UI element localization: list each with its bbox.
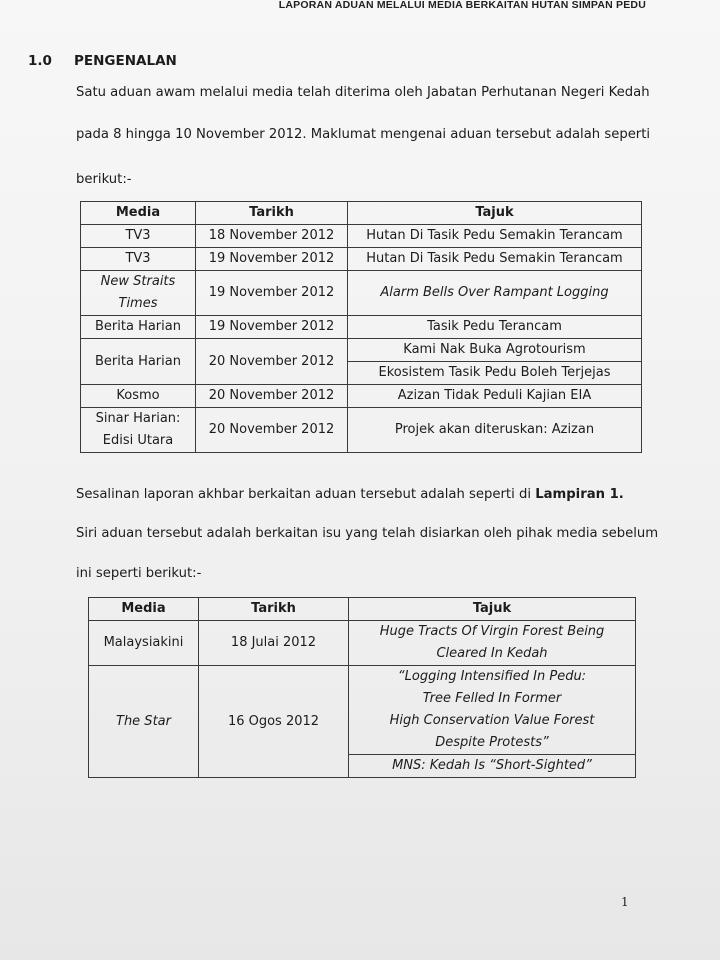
column-header-tarikh: Tarikh — [196, 202, 348, 225]
page-number: 1 — [621, 895, 629, 909]
cell-media: TV3 — [81, 225, 196, 248]
column-header-media: Media — [89, 598, 199, 621]
section-title: PENGENALAN — [74, 53, 177, 69]
column-header-tajuk: Tajuk — [349, 598, 636, 621]
column-header-tarikh: Tarikh — [199, 598, 349, 621]
cell-media: Malaysiakini — [89, 621, 199, 666]
siri-line-1: Siri aduan tersebut adalah berkaitan isu yang telah disiarkan oleh pihak media sebelum — [76, 526, 659, 541]
section-number: 1.0 — [28, 53, 52, 69]
section-heading — [28, 53, 177, 69]
cell-media: Sinar Harian: Edisi Utara — [81, 408, 196, 453]
lampiran-reference: Lampiran 1. — [535, 487, 624, 502]
cell-tajuk: Hutan Di Tasik Pedu Semakin Terancam — [348, 225, 642, 248]
cell-tarikh: 20 November 2012 — [196, 408, 348, 453]
column-header-media: Media — [81, 202, 196, 225]
table-row — [81, 408, 642, 453]
cell-tarikh: 18 November 2012 — [196, 225, 348, 248]
cell-media: Berita Harian — [81, 339, 196, 385]
cell-tarikh: 20 November 2012 — [196, 339, 348, 385]
cell-tajuk: Projek akan diteruskan: Azizan — [348, 408, 642, 453]
table-row — [89, 666, 636, 755]
cell-tajuk: Ekosistem Tasik Pedu Boleh Terjejas — [348, 362, 642, 385]
cell-tarikh: 20 November 2012 — [196, 385, 348, 408]
intro-line-3: berikut:- — [76, 172, 132, 187]
table-row — [81, 248, 642, 271]
table-row — [81, 339, 642, 362]
cell-tajuk: Kami Nak Buka Agrotourism — [348, 339, 642, 362]
cell-tajuk: Tasik Pedu Terancam — [348, 316, 642, 339]
table-row — [81, 271, 642, 316]
complaint-media-table — [80, 201, 642, 453]
table-row — [81, 385, 642, 408]
cell-media: TV3 — [81, 248, 196, 271]
cell-tajuk: Alarm Bells Over Rampant Logging — [348, 271, 642, 316]
cell-tarikh: 19 November 2012 — [196, 316, 348, 339]
lampiran-line: Sesalinan laporan akhbar berkaitan aduan tersebut adalah seperti di Lampiran 1. — [76, 487, 624, 502]
cell-media: The Star — [89, 666, 199, 778]
running-header: LAPORAN ADUAN MELALUI MEDIA BERKAITAN HUTAN SIMPAN PEDU — [278, 0, 646, 11]
column-header-tajuk: Tajuk — [348, 202, 642, 225]
cell-tarikh: 18 Julai 2012 — [199, 621, 349, 666]
cell-media: New Straits Times — [81, 271, 196, 316]
intro-line-2: pada 8 hingga 10 November 2012. Maklumat mengenai aduan tersebut adalah seperti — [76, 127, 651, 142]
table-row — [81, 225, 642, 248]
cell-media: Kosmo — [81, 385, 196, 408]
cell-tajuk: Azizan Tidak Peduli Kajian EIA — [348, 385, 642, 408]
cell-tarikh: 16 Ogos 2012 — [199, 666, 349, 778]
cell-tajuk: Hutan Di Tasik Pedu Semakin Terancam — [348, 248, 642, 271]
cell-tajuk: “Logging Intensified In Pedu: Tree Felled In Former High Conservation Value Forest Despite Protests” — [349, 666, 636, 755]
cell-tarikh: 19 November 2012 — [196, 248, 348, 271]
table-header-row — [89, 598, 636, 621]
table-row — [81, 316, 642, 339]
table-header-row — [81, 202, 642, 225]
intro-line-1: Satu aduan awam melalui media telah diterima oleh Jabatan Perhutanan Negeri Kedah — [76, 85, 650, 100]
cell-tajuk: MNS: Kedah Is “Short-Sighted” — [349, 755, 636, 778]
cell-media: Berita Harian — [81, 316, 196, 339]
table-row — [89, 621, 636, 666]
siri-line-2: ini seperti berikut:- — [76, 566, 202, 581]
cell-tajuk: Huge Tracts Of Virgin Forest Being Cleared In Kedah — [349, 621, 636, 666]
previous-media-table — [88, 597, 636, 778]
cell-tarikh: 19 November 2012 — [196, 271, 348, 316]
